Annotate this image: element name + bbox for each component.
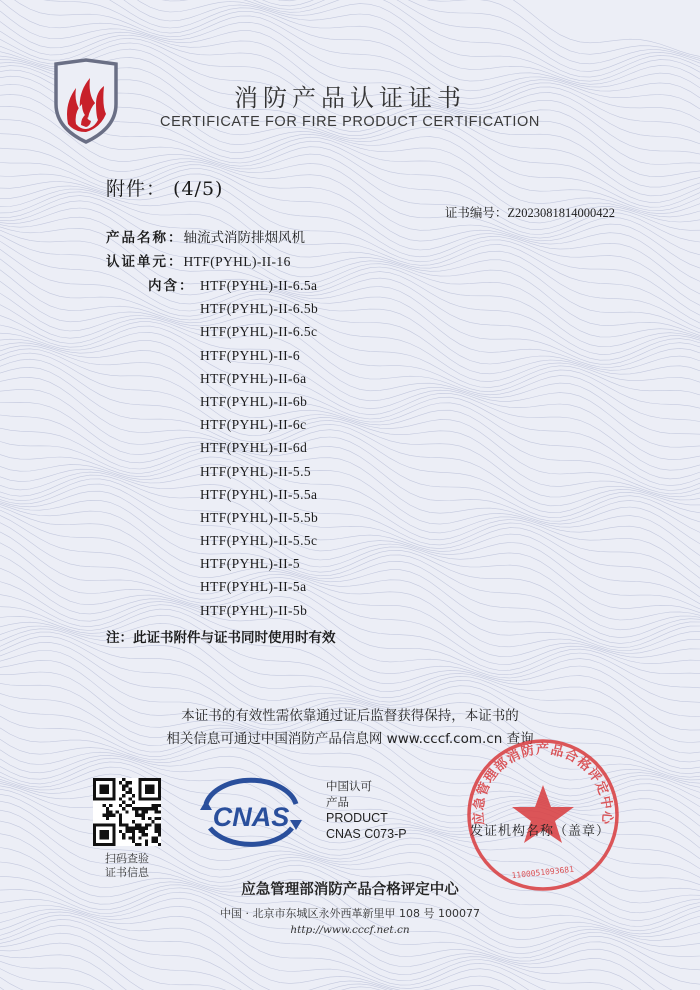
qr-caption (90, 852, 164, 880)
model-item: HTF(PYHL)-II-6.5c (200, 324, 318, 340)
annex-validity-note: 注：此证书附件与证书同时使用时有效 (106, 630, 336, 646)
model-item: HTF(PYHL)-II-5 (200, 556, 301, 572)
certificate-number-label: 证书编号： (444, 205, 508, 220)
issuing-center-name: 应急管理部消防产品合格评定中心 (241, 882, 459, 898)
issuer-address: 中国 · 北京市东城区永外西革新里甲 108 号 100077 (220, 907, 480, 920)
qr-caption-line1: 扫码查验 (105, 852, 149, 865)
model-item: HTF(PYHL)-II-6 (200, 347, 301, 363)
product-name-label: 产品名称： (106, 230, 184, 246)
model-item: HTF(PYHL)-II-6b (200, 393, 308, 409)
validity-text-line2: 相关信息可通过中国消防产品信息网 www.cccf.com.cn 查询 (166, 731, 534, 747)
issuing-authority-label: 发证机构名称（盖章） (470, 824, 611, 839)
qr-code-icon[interactable] (93, 778, 161, 846)
certification-unit-label: 认证单元： (106, 254, 184, 270)
cnas-accreditation-info (326, 778, 407, 842)
certificate-title-en: CERTIFICATE FOR FIRE PRODUCT CERTIFICATION (160, 114, 540, 130)
model-item: HTF(PYHL)-II-6d (200, 440, 308, 456)
model-item: HTF(PYHL)-II-6c (200, 417, 307, 433)
model-list (200, 274, 318, 622)
cnas-logo-icon (196, 770, 306, 860)
includes-label: 内含： (148, 278, 195, 294)
model-item: HTF(PYHL)-II-5b (200, 602, 308, 618)
model-item: HTF(PYHL)-II-6.5a (200, 278, 318, 293)
annex-label: 附件： (4/5) (106, 178, 224, 200)
model-item: HTF(PYHL)-II-5a (200, 579, 307, 595)
model-item: HTF(PYHL)-II-6a (200, 370, 307, 386)
cnas-line2: 产品 (326, 795, 349, 809)
cnas-line4: CNAS C073-P (326, 827, 407, 841)
certificate-number (445, 203, 615, 221)
product-name-value: 轴流式消防排烟风机 (183, 230, 305, 246)
validity-text-line1: 本证书的有效性需依靠通过证后监督获得保持，本证书的 (181, 708, 519, 724)
cnas-logo-text: CNAS (212, 802, 290, 832)
model-item: HTF(PYHL)-II-6.5b (200, 301, 319, 317)
issuer-website-link[interactable]: http://www.cccf.net.cn (290, 924, 410, 936)
red-star-seal-icon (463, 735, 623, 895)
certificate-number-value: Z2023081814000422 (507, 206, 615, 220)
product-name-row (106, 226, 305, 246)
certification-unit-value: HTF(PYHL)-II-16 (183, 254, 291, 269)
qr-caption-line2: 证书信息 (105, 866, 149, 879)
includes-row (148, 274, 195, 294)
certificate-title-cn: 消防产品认证证书 (234, 84, 466, 112)
model-item: HTF(PYHL)-II-5.5b (200, 509, 319, 525)
seal-code: 1100051093681 (511, 864, 575, 881)
model-item: HTF(PYHL)-II-5.5 (200, 463, 312, 479)
model-item: HTF(PYHL)-II-5.5a (200, 486, 318, 502)
cnas-line3: PRODUCT (326, 811, 388, 825)
model-item: HTF(PYHL)-II-5.5c (200, 533, 318, 549)
seal-text: 应急管理部消防产品合格评定中心 (471, 742, 615, 826)
cnas-line1: 中国认可 (326, 779, 372, 793)
certification-unit-row (106, 250, 291, 270)
